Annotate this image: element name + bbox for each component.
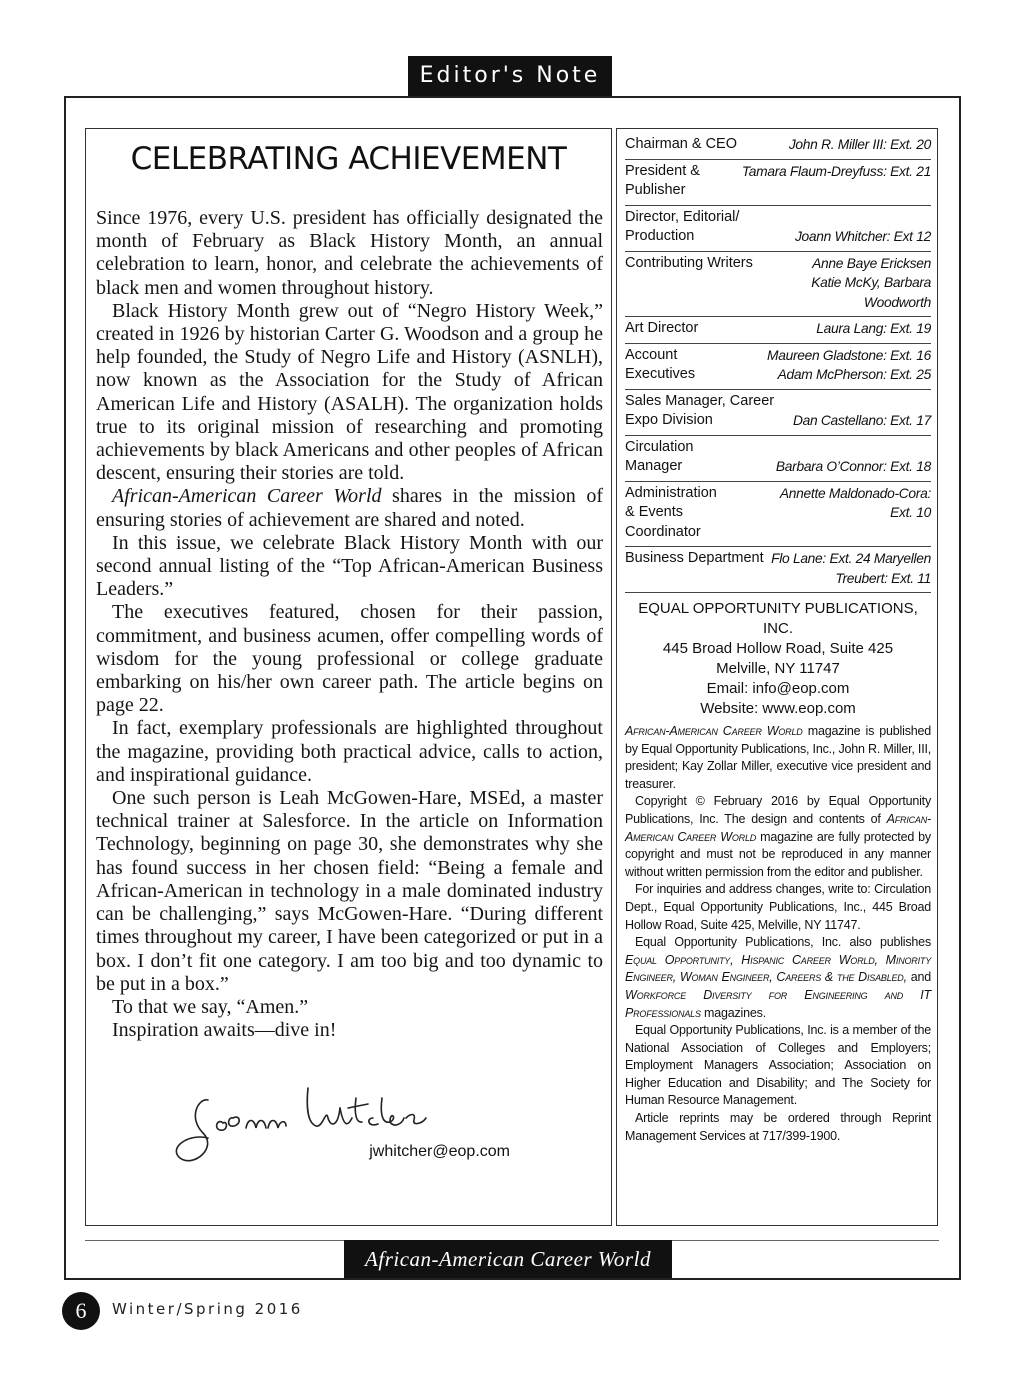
publication-title: African-American Career World xyxy=(112,485,382,508)
masthead-role: Director, Editorial/ Production xyxy=(625,208,740,244)
legal-paragraph xyxy=(625,793,931,881)
legal-paragraph xyxy=(625,723,931,793)
article-paragraph: Black History Month grew out of “Negro History Week,” created in 1926 by historian Carter G. Woodson and a group he help founded, the Study of Negro Life and History (ASNLH), now known as the Association for the Study of African American Life and History (ASALH). The organization holds true to its original mission of researching and promoting achievements by black Americans and other peoples of African descent, ensuring their stories are told. xyxy=(96,299,603,485)
legal-text: magazine is published by Equal Opportunity Publications, Inc., John R. Miller, III, president; Kay Zollar Miller, executive vice president and treasurer. xyxy=(625,724,932,791)
masthead-names: Dan Castellano: Ext. 17 xyxy=(792,413,931,428)
masthead-row xyxy=(625,252,931,318)
masthead-row xyxy=(625,482,931,548)
publication-title: African-American Career World xyxy=(625,811,931,844)
legal-paragraph: Article reprints may be ordered through Reprint Management Services at 717/399-1900. xyxy=(625,1111,931,1143)
legal-text: magazines. xyxy=(700,1005,766,1020)
article-paragraph xyxy=(96,485,603,531)
masthead-role: Circulation Manager xyxy=(625,438,694,474)
legal-text: Equal Opportunity Publications, Inc. also publishes xyxy=(635,935,931,950)
masthead-names: Annette Maldonado-Cora: Ext. 10 xyxy=(779,485,931,520)
publisher-website: Website: www.eop.com xyxy=(700,700,856,717)
masthead-row xyxy=(625,133,931,160)
masthead-names: Maureen Gladstone: Ext. 16 Adam McPherson: Ext. 25 xyxy=(767,347,931,382)
article-body xyxy=(96,207,603,1042)
article-paragraph: To that we say, “Amen.” xyxy=(112,995,309,1018)
publication-title: Workforce Diversity for Engineering and IT Professionals xyxy=(625,987,931,1020)
legal-text: Copyright © February 2016 by Equal Opportunity Publications, Inc. The design and contents of xyxy=(625,794,931,826)
editor-note-column xyxy=(85,128,612,1226)
masthead-row xyxy=(625,344,931,390)
magazine-banner: African-American Career World xyxy=(344,1240,672,1278)
masthead-role: President & Publisher xyxy=(625,162,700,198)
masthead-names: Anne Baye Ericksen Katie McKy, Barbara Woodworth xyxy=(811,255,931,310)
masthead-row xyxy=(625,206,931,252)
masthead-names: Flo Lane: Ext. 24 Maryellen Treubert: Ext. 11 xyxy=(771,551,931,586)
publisher-address: 445 Broad Hollow Road, Suite 425 xyxy=(662,640,894,657)
masthead-row xyxy=(625,390,931,436)
masthead-names: Joann Whitcher: Ext 12 xyxy=(794,229,931,244)
article-paragraph: In this issue, we celebrate Black History Month with our second annual listing of the “Top African-American Business Leaders.” xyxy=(96,531,603,601)
masthead xyxy=(625,133,931,1145)
masthead-names: Laura Lang: Ext. 19 xyxy=(816,321,931,336)
issue-date: Winter/Spring 2016 xyxy=(112,1300,303,1318)
section-tab: Editor's Note xyxy=(408,56,612,96)
masthead-names: Tamara Flaum-Dreyfuss: Ext. 21 xyxy=(741,163,931,179)
masthead-role: Art Director xyxy=(625,320,699,336)
article-paragraph: One such person is Leah McGowen-Hare, MSEd, a master technical trainer at Salesforce. In the article on Information Technology, beginning on page 30, she demonstrates why she has found success in her chosen field: “Being a female and African-American in technology in a male dominated industry can be challenging,” says McGowen-Hare. “During different times throughout my career, I have been categorized or put in a box. I don’t fit one category. I am too big and too dynamic to be put in a box.” xyxy=(96,787,603,995)
masthead-role: Sales Manager, Career Expo Division xyxy=(625,392,775,428)
legal-paragraph xyxy=(625,934,931,1022)
article-paragraph: The executives featured, chosen for their passion, commitment, and business acumen, offer compelling words of wisdom for the young professional or college graduate embarking on his/her own career path. The article begins on page 22. xyxy=(96,601,603,717)
masthead-row xyxy=(625,160,931,206)
publisher-name: EQUAL OPPORTUNITY PUBLICATIONS, INC. xyxy=(638,600,918,637)
masthead-role: Chairman & CEO xyxy=(625,136,738,152)
article-paragraph: Inspiration awaits—dive in! xyxy=(112,1019,337,1042)
article-paragraph: Since 1976, every U.S. president has officially designated the month of February as Black History Month, an annual celebration to learn, honor, and celebrate the achievements of black men and women throughout history. xyxy=(96,207,603,299)
legal-text: magazine are fully protected by copyright and must not be reproduced in any manner without written permission from the editor and publisher. xyxy=(625,829,931,879)
paragraph-text: shares in the mission of ensuring stories of achievement are shared and noted. xyxy=(96,485,603,531)
masthead-names: Barbara O’Connor: Ext. 18 xyxy=(775,459,931,474)
headline: CELEBRATING ACHIEVEMENT xyxy=(130,141,567,177)
masthead-names: John R. Miller III: Ext. 20 xyxy=(788,137,931,152)
article-paragraph: In fact, exemplary professionals are highlighted throughout the magazine, providing both practical advice, calls to action, and inspirational guidance. xyxy=(96,717,603,786)
publication-title: African-American Career World xyxy=(625,724,803,738)
masthead-column xyxy=(616,128,938,1226)
masthead-row xyxy=(625,436,931,482)
publisher-info xyxy=(625,593,931,719)
editor-email: jwhitcher@eop.com xyxy=(369,1143,510,1160)
legal-paragraph: For inquiries and address changes, write to: Circulation Dept., Equal Opportunity Publications, Inc., 445 Broad Hollow Road, Suite 425, Melville, NY 11747. xyxy=(625,882,931,932)
masthead-role: Contributing Writers xyxy=(625,254,753,271)
masthead-role: Account Executives xyxy=(625,346,696,382)
masthead-row xyxy=(625,317,931,344)
legal-text: and xyxy=(906,970,932,985)
masthead-role: Business Department xyxy=(625,550,764,566)
legal-notice xyxy=(625,719,931,1145)
page-number: 6 xyxy=(62,1292,100,1330)
masthead-row xyxy=(625,547,931,593)
masthead-role: Administration & Events Coordinator xyxy=(625,484,717,540)
publisher-city: Melville, NY 11747 xyxy=(716,660,840,677)
publisher-email: Email: info@eop.com xyxy=(706,680,850,697)
legal-paragraph: Equal Opportunity Publications, Inc. is a member of the National Association of Colleges and Employers; Employment Managers Association; Association on Higher Education and Disability; and The Society for Human Resource Management. xyxy=(625,1023,931,1108)
publication-titles: Equal Opportunity, Hispanic Career World, Minority Engineer, Woman Engineer, Careers & the Disabled, xyxy=(625,952,931,985)
